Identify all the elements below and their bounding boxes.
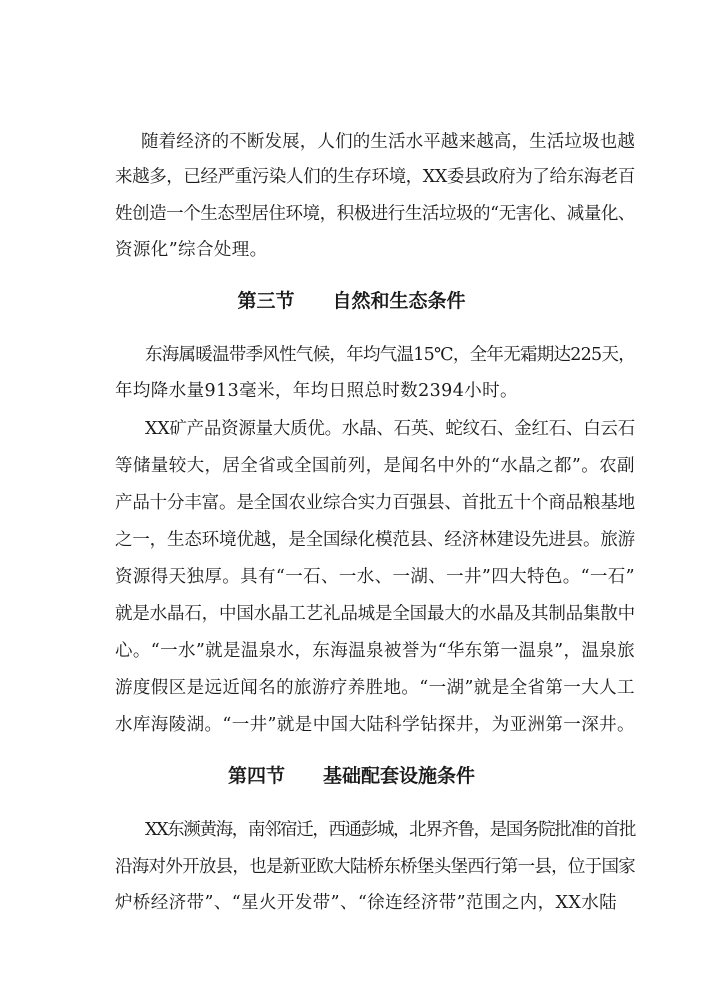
section4-title: 基础配套设施条件 <box>323 765 476 787</box>
section3-number: 第三节 <box>237 290 295 312</box>
section3-p2-line-3: 产品十分丰富。是全国农业综合实力百强县、首批五十个商品粮基地 <box>115 493 635 513</box>
section3-p1-line-2: 年均降水量913毫米，年均日照总时数2394小时。 <box>115 381 518 401</box>
section3-p2-line-7: 心。“一水”就是温泉水，东海温泉被誉为“华东第一温泉”，温泉旅 <box>115 641 635 661</box>
section3-p2-line-4: 之一，生态环境优越，是全国绿化模范县、经济林建设先进县。旅游 <box>115 530 635 550</box>
section3-title: 自然和生态条件 <box>332 290 466 312</box>
intro-line-2: 来越多，已经严重污染人们的生存环境，XX委县政府为了给东海老百 <box>115 167 635 187</box>
section4-heading <box>0 764 703 788</box>
section3-p2-line-9: 水库海陵湖。“一井”就是中国大陆科学钻探井，为亚洲第一深井。 <box>115 715 635 735</box>
section3-heading <box>0 289 703 313</box>
section3-p2-line-1: XX矿产品资源量大质优。水晶、石英、蛇纹石、金红石、白云石 <box>145 419 635 439</box>
intro-line-3: 姓创造一个生态型居住环境，积极进行生活垃圾的“无害化、减量化、 <box>115 204 635 224</box>
section3-p2-line-6: 就是水晶石，中国水晶工艺礼品城是全国最大的水晶及其制品集散中 <box>115 604 635 624</box>
section3-p2-line-5: 资源得天独厚。具有“一石、一水、一湖、一井”四大特色。“一石” <box>115 567 635 587</box>
section4-p1-line-3: 炉桥经济带”、“星火开发带”、“徐连经济带”范围之内，XX水陆 <box>115 893 618 913</box>
section3-p1-line-1: 东海属暖温带季风性气候，年均气温15℃，全年无霜期达225天， <box>145 345 635 365</box>
intro-line-4: 资源化”综合处理。 <box>115 240 268 260</box>
section4-p1-line-2: 沿海对外开放县，也是新亚欧大陆桥东桥堡头堡西行第一县，位于国家 <box>115 857 635 877</box>
section4-number: 第四节 <box>227 765 285 787</box>
intro-line-1: 随着经济的不断发展，人们的生活水平越来越高，生活垃圾也越 <box>141 132 635 152</box>
section3-p2-line-2: 等储量较大，居全省或全国前列，是闻名中外的“水晶之都”。农副 <box>115 456 635 476</box>
section3-p2-line-8: 游度假区是远近闻名的旅游疗养胜地。“一湖”就是全省第一大人工 <box>115 678 635 698</box>
section4-p1-line-1: XX东濒黄海，南邻宿迁，西通彭城，北界齐鲁，是国务院批准的首批 <box>145 820 635 840</box>
